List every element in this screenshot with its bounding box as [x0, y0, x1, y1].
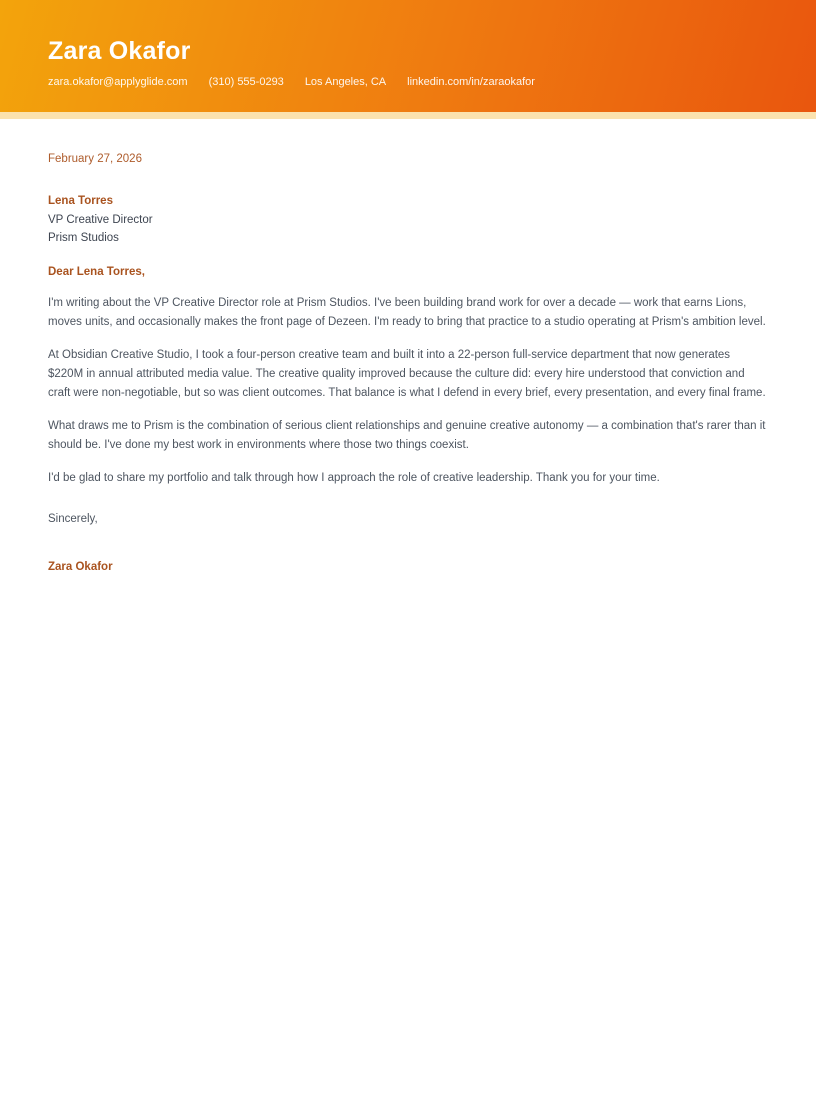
closing: Sincerely, [48, 512, 98, 525]
recipient-name: Lena Torres [48, 195, 113, 207]
letter-body [0, 153, 816, 574]
recipient-block [48, 192, 768, 248]
contact-location: Los Angeles, CA [304, 76, 387, 88]
salutation: Dear Lena Torres, [48, 265, 145, 278]
recipient-title: VP Creative Director [48, 213, 153, 226]
body-paragraph-2: At Obsidian Creative Studio, I took a four-person creative team and built it into a 22-person full-service department that now generates $220M in annual attributed media value. The creative quality improved because the culture did: every hire understood that conviction and craft were non-negotiable, but so was client outcomes. That balance is what I defend in every brief, every presentation, and every final frame. [48, 348, 766, 399]
applicant-name: Zara Okafor [48, 37, 191, 65]
body-paragraph-1: I'm writing about the VP Creative Director role at Prism Studios. I've been building brand work for over a decade — work that earns Lions, moves units, and occasionally makes the front page of Dezeen. I'm ready to bring that practice to a studio operating at Prism's ambition level. [48, 296, 766, 328]
signature-name: Zara Okafor [48, 560, 113, 573]
letter-header [0, 0, 816, 119]
body-paragraph-4: I'd be glad to share my portfolio and talk through how I approach the role of creative leadership. Thank you for your time. [48, 471, 660, 484]
contact-email: zara.okafor@applyglide.com [48, 76, 188, 88]
body-paragraph-3: What draws me to Prism is the combination of serious client relationships and genuine creative autonomy — a combination that's rarer than it should be. I've done my best work in environments where those two things coexist. [48, 419, 766, 451]
letter-date: February 27, 2026 [48, 153, 142, 165]
contact-row [48, 76, 768, 89]
contact-phone: (310) 555-0293 [208, 76, 284, 88]
recipient-company: Prism Studios [48, 232, 119, 244]
contact-linkedin: linkedin.com/in/zaraokafor [407, 76, 535, 88]
